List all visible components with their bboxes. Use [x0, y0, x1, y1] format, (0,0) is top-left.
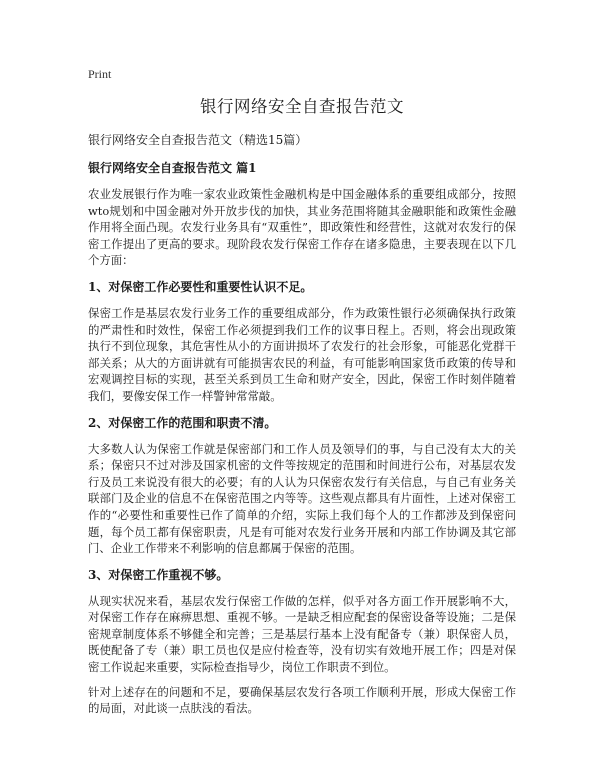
point-3-heading: 3、对保密工作重视不够。 [88, 567, 229, 582]
point-3-paragraph: 从现实状况来看，基层农发行保密工作做的怎样，似乎对各方面工作开展影响不大，对保密工作存在麻痹思想、重视不够。一是缺乏相应配套的保密设备等设施；二是保密规章制度体系不够健全和完善；三是基层行基本上没有配备专（兼）职保密人员，既使配备了专（兼）职工员也仅是应付检查等，没有切实有效地开展工作；四是对保密工作说起来重要，实际检查指导少，岗位工作职责不到位。 [88, 593, 516, 675]
intro-paragraph: 农业发展银行作为唯一家农业政策性金融机构是中国金融体系的重要组成部分，按照wto规划和中国金融对外开放步伐的加快，其业务范围将随其金融职能和政策性金融作用将全面凸现。农发行业务具有“双重性”，即政策性和经营性，这就对农发行的保密工作提出了更高的要求。现阶段农发行保密工作存在诸多隐患，主要表现在以下几个方面： [88, 187, 516, 268]
section-heading-1: 银行网络安全自查报告范文 篇1 [88, 161, 257, 175]
point-2-paragraph: 大多数人认为保密工作就是保密部门和工作人员及领导们的事，与自己没有太大的关系；保密只不过对涉及国家机密的文件等按规定的范围和时间进行公布，对基层农发行及员工来说没有很大的必要；有的人认为只保密农发行有关信息，与自己有业务关联部门及企业的信息不在保密范围之内等等。这些观点都具有片面性，上述对保密工作的“必要性和重要性已作了简单的介绍，实际上我们每个人的工作都涉及到保密问题，每个员工都有保密职责，凡是有可能对农发行业务开展和内部工作协调及其它部门、企业工作带来不利影响的信息都属于保密的范围。 [88, 441, 516, 556]
print-label: Print [88, 67, 112, 81]
closing-paragraph: 针对上述存在的问题和不足，要确保基层农发行各项工作顺利开展，形成大保密工作的局面，对此谈一点肤浅的看法。 [88, 684, 516, 716]
point-1-paragraph: 保密工作是基层农发行业务工作的重要组成部分，作为政策性银行必须确保执行政策的严肃性和时效性，保密工作必须提到我们工作的议事日程上。否则，将会出现政策执行不到位现象，其危害性从小的方面讲损坏了农发行的社会形象，可能恶化党群干部关系；从大的方面讲就有可能损害农民的利益，有可能影响国家货币政策的传导和宏观调控目标的实现，甚至关系到员工生命和财产安全，因此，保密工作时刻伴随着我们，要像安保工作一样警钟常常敲。 [88, 305, 516, 403]
point-1-heading: 1、对保密工作必要性和重要性认识不足。 [88, 279, 313, 294]
point-2-heading: 2、对保密工作的范围和职责不清。 [88, 415, 277, 430]
document-page [88, 66, 516, 727]
document-subtitle: 银行网络安全自查报告范文（精选15篇） [88, 133, 308, 147]
document-title: 银行网络安全自查报告范文 [200, 97, 404, 116]
